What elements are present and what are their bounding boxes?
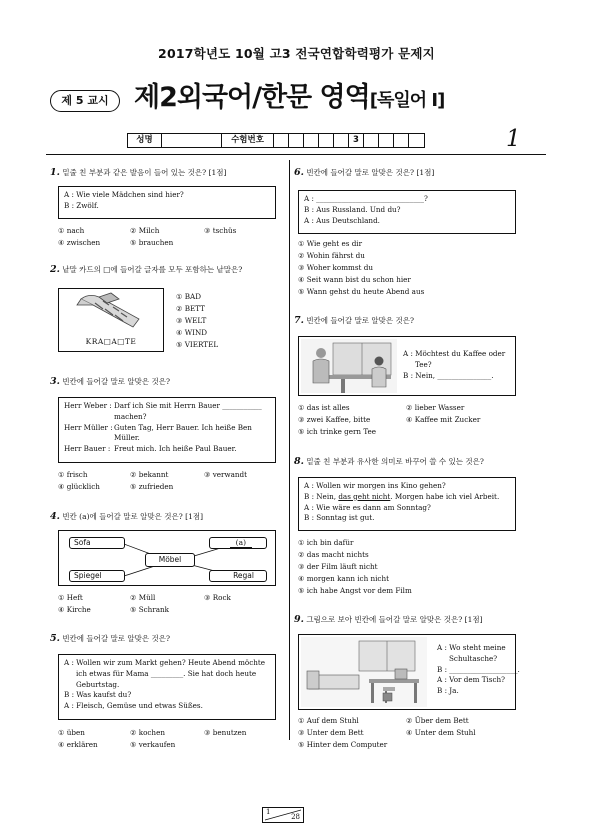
q2-option-5[interactable]: ⑤ VIERTEL <box>176 340 219 349</box>
q9-line: A : Wo steht meine <box>437 643 506 652</box>
footer-page: 1 <box>266 808 271 816</box>
q8-line: B : Sonntag ist gut. <box>304 513 375 523</box>
q9-line: A : Vor dem Tisch? <box>437 675 506 685</box>
q5-dialogue-box <box>58 654 276 720</box>
question-6: 6. 빈칸에 들어갈 말로 알맞은 것은? [1점] <box>294 167 435 178</box>
q3-line: Herr Müller :Guten Tag, Herr Bauer. Ich heiße Ben <box>64 422 252 432</box>
column-divider <box>289 160 290 740</box>
q9-option-3[interactable]: ③ Unter dem Bett <box>298 728 364 737</box>
node-blank-a: (a) <box>209 537 267 549</box>
room-illustration <box>299 635 429 709</box>
exam-no-cell[interactable] <box>364 134 379 147</box>
q1-option-2[interactable]: ② Milch <box>130 226 160 235</box>
q3-line: Müller. <box>114 433 140 443</box>
q3-option-5[interactable]: ⑤ zufrieden <box>130 482 174 491</box>
q5-option-4[interactable]: ④ erklären <box>58 740 98 749</box>
q6-line: B : Aus Russland. Und du? <box>304 204 401 214</box>
q3-dialogue-box <box>58 397 276 463</box>
q7-scene-box <box>298 336 516 396</box>
q6-option-4[interactable]: ④ Seit wann bist du schon hier <box>298 275 411 284</box>
header-rule <box>46 154 546 155</box>
q7-option-2[interactable]: ② lieber Wasser <box>406 403 465 412</box>
q8-line: A : Wollen wir morgen ins Kino gehen? <box>304 481 446 490</box>
q5-option-1[interactable]: ① üben <box>58 728 85 737</box>
q9-option-2[interactable]: ② Über dem Bett <box>406 716 469 725</box>
q5-line: A : Fleisch, Gemüse und etwas Süßes. <box>64 701 203 711</box>
q5-option-3[interactable]: ③ benutzen <box>204 728 247 737</box>
q9-option-1[interactable]: ① Auf dem Stuhl <box>298 716 359 725</box>
q6-option-1[interactable]: ① Wie geht es dir <box>298 239 363 248</box>
q4-word-map <box>58 530 276 586</box>
q9-option-4[interactable]: ④ Unter dem Stuhl <box>406 728 476 737</box>
q9-option-5[interactable]: ⑤ Hinter dem Computer <box>298 740 388 749</box>
name-label: 성명 <box>128 134 162 147</box>
q8-option-2[interactable]: ② das macht nichts <box>298 550 369 559</box>
q5-option-2[interactable]: ② kochen <box>130 728 165 737</box>
word-card <box>58 288 164 352</box>
q7-option-5[interactable]: ⑤ ich trinke gern Tee <box>298 427 377 436</box>
q8-option-4[interactable]: ④ morgen kann ich nicht <box>298 574 389 583</box>
q5-line: A : Wollen wir zum Markt gehen? Heute Abend möchte <box>64 658 266 667</box>
q6-option-5[interactable]: ⑤ Wann gehst du heute Abend aus <box>298 287 425 296</box>
q7-option-4[interactable]: ④ Kaffee mit Zucker <box>406 415 481 424</box>
q2-option-1[interactable]: ① BAD <box>176 292 201 301</box>
q1-option-3[interactable]: ③ tschüs <box>204 226 237 235</box>
q8-line: B : Nein, das geht nicht. Morgen habe ich viel Arbeit. <box>304 491 500 501</box>
q2-option-4[interactable]: ④ WIND <box>176 328 208 337</box>
q7-option-3[interactable]: ③ zwei Kaffee, bitte <box>298 415 371 424</box>
q8-dialogue-box <box>298 477 516 531</box>
name-field[interactable] <box>162 134 222 147</box>
exam-no-cell[interactable] <box>379 134 394 147</box>
q1-option-1[interactable]: ① nach <box>58 226 85 235</box>
q6-line: A : Aus Deutschland. <box>304 215 380 225</box>
question-9: 9. 그림으로 보아 빈칸에 들어갈 말로 알맞은 것은? [1점] <box>294 614 483 625</box>
q9-dialogue <box>437 643 520 697</box>
question-8: 8. 밑줄 친 부분과 유사한 의미로 바꾸어 쓸 수 있는 것은? <box>294 456 484 467</box>
q5-option-5[interactable]: ⑤ verkaufen <box>130 740 176 749</box>
node-moebel: Möbel <box>145 553 195 567</box>
exam-title: 2017학년도 10월 고3 전국연합학력평가 문제지 <box>158 46 435 61</box>
id-row <box>127 133 425 148</box>
q8-line: A : Wie wäre es dann am Sonntag? <box>304 502 431 512</box>
exam-no-cell[interactable] <box>409 134 424 147</box>
q4-option-4[interactable]: ④ Kirche <box>58 605 91 614</box>
q3-option-3[interactable]: ③ verwandt <box>204 470 248 479</box>
q5-line: Geburtstag. <box>76 679 120 689</box>
q8-option-1[interactable]: ① ich bin dafür <box>298 538 354 547</box>
q1-line-a: A : Wie viele Mädchen sind hier? <box>64 190 184 199</box>
exam-no-cell[interactable] <box>319 134 334 147</box>
q2-option-3[interactable]: ③ WELT <box>176 316 207 325</box>
q3-line: Herr Weber : Darf ich Sie mit Herrn Bauer ___________ <box>64 401 262 410</box>
exam-no-cell[interactable] <box>289 134 304 147</box>
question-5: 5. 빈칸에 들어갈 말로 알맞은 것은? <box>50 633 171 644</box>
node-regal: Regal <box>209 570 267 582</box>
q3-option-1[interactable]: ① frisch <box>58 470 88 479</box>
q9-line: Schultasche? <box>449 653 498 663</box>
q8-option-3[interactable]: ③ der Film läuft nicht <box>298 562 378 571</box>
q2-option-2[interactable]: ② BETT <box>176 304 205 313</box>
q3-option-4[interactable]: ④ glücklich <box>58 482 100 491</box>
q3-line: machen? <box>114 411 147 421</box>
question-1: 1. 밑줄 친 부분과 같은 발음이 들어 있는 것은? [1점] <box>50 167 227 178</box>
q9-line: B : ___________________. <box>437 664 520 674</box>
q6-option-3[interactable]: ③ Woher kommst du <box>298 263 373 272</box>
exam-no-cell[interactable] <box>274 134 289 147</box>
q7-line: B : Nein, _______________. <box>403 370 494 380</box>
card-word: KRA□A□TE <box>85 337 137 346</box>
q6-dialogue-box <box>298 190 516 234</box>
q3-line: Herr Bauer : Freut mich. Ich heiße Paul Bauer. <box>64 444 237 454</box>
q6-line: A : ______________________________? <box>304 194 428 203</box>
q7-dialogue <box>403 349 505 381</box>
q1-option-5[interactable]: ⑤ brauchen <box>130 238 174 247</box>
q3-option-2[interactable]: ② bekannt <box>130 470 169 479</box>
question-4: 4. 빈칸 (a)에 들어갈 말로 알맞은 것은? [1점] <box>50 511 204 522</box>
q4-option-3[interactable]: ③ Rock <box>204 593 231 602</box>
exam-no-label: 수험번호 <box>222 134 274 147</box>
node-sofa: Sofa <box>69 537 125 549</box>
q7-option-1[interactable]: ① das ist alles <box>298 403 350 412</box>
exam-no-cell[interactable] <box>394 134 409 147</box>
q4-option-1[interactable]: ① Heft <box>58 593 83 602</box>
subject-title <box>134 80 444 119</box>
q1-line-b: B : Zwölf. <box>64 200 99 210</box>
q1-option-4[interactable]: ④ zwischen <box>58 238 101 247</box>
q9-scene-box <box>298 634 520 710</box>
q8-underlined: das geht nicht <box>338 491 391 501</box>
exam-no-cell[interactable] <box>304 134 319 147</box>
q6-option-2[interactable]: ② Wohin fährst du <box>298 251 365 260</box>
footer-total: 28 <box>291 812 300 821</box>
tie-illustration <box>59 289 163 333</box>
cafe-illustration <box>299 337 399 395</box>
subject-main: 제2외국어/한문 영역 <box>134 82 370 113</box>
node-spiegel: Spiegel <box>69 570 125 582</box>
page-footer <box>262 807 304 823</box>
question-2: 2. 낱말 카드의 □에 들어갈 글자를 모두 포함하는 낱말은? <box>50 264 243 275</box>
q5-line: B : Was kaufst du? <box>64 690 132 700</box>
exam-no-digit: 3 <box>349 134 364 147</box>
q7-line: Tee? <box>415 359 432 369</box>
period-badge: 제 5 교시 <box>50 90 120 112</box>
exam-no-cell[interactable] <box>334 134 349 147</box>
q9-line: B : Ja. <box>437 686 459 696</box>
q5-line: ich etwas für Mama _________. Sie hat doch heute <box>76 668 257 678</box>
page-number: 1 <box>506 126 521 152</box>
question-3: 3. 빈칸에 들어갈 말로 알맞은 것은? <box>50 376 171 387</box>
subject-sub: [독일어 I] <box>369 90 445 111</box>
q4-option-5[interactable]: ⑤ Schrank <box>130 605 170 614</box>
q4-option-2[interactable]: ② Müll <box>130 593 156 602</box>
q7-line: A : Möchtest du Kaffee oder <box>403 349 506 358</box>
q8-option-5[interactable]: ⑤ ich habe Angst vor dem Film <box>298 586 412 595</box>
question-7: 7. 빈칸에 들어갈 말로 알맞은 것은? <box>294 315 415 326</box>
q1-dialogue-box <box>58 186 276 219</box>
